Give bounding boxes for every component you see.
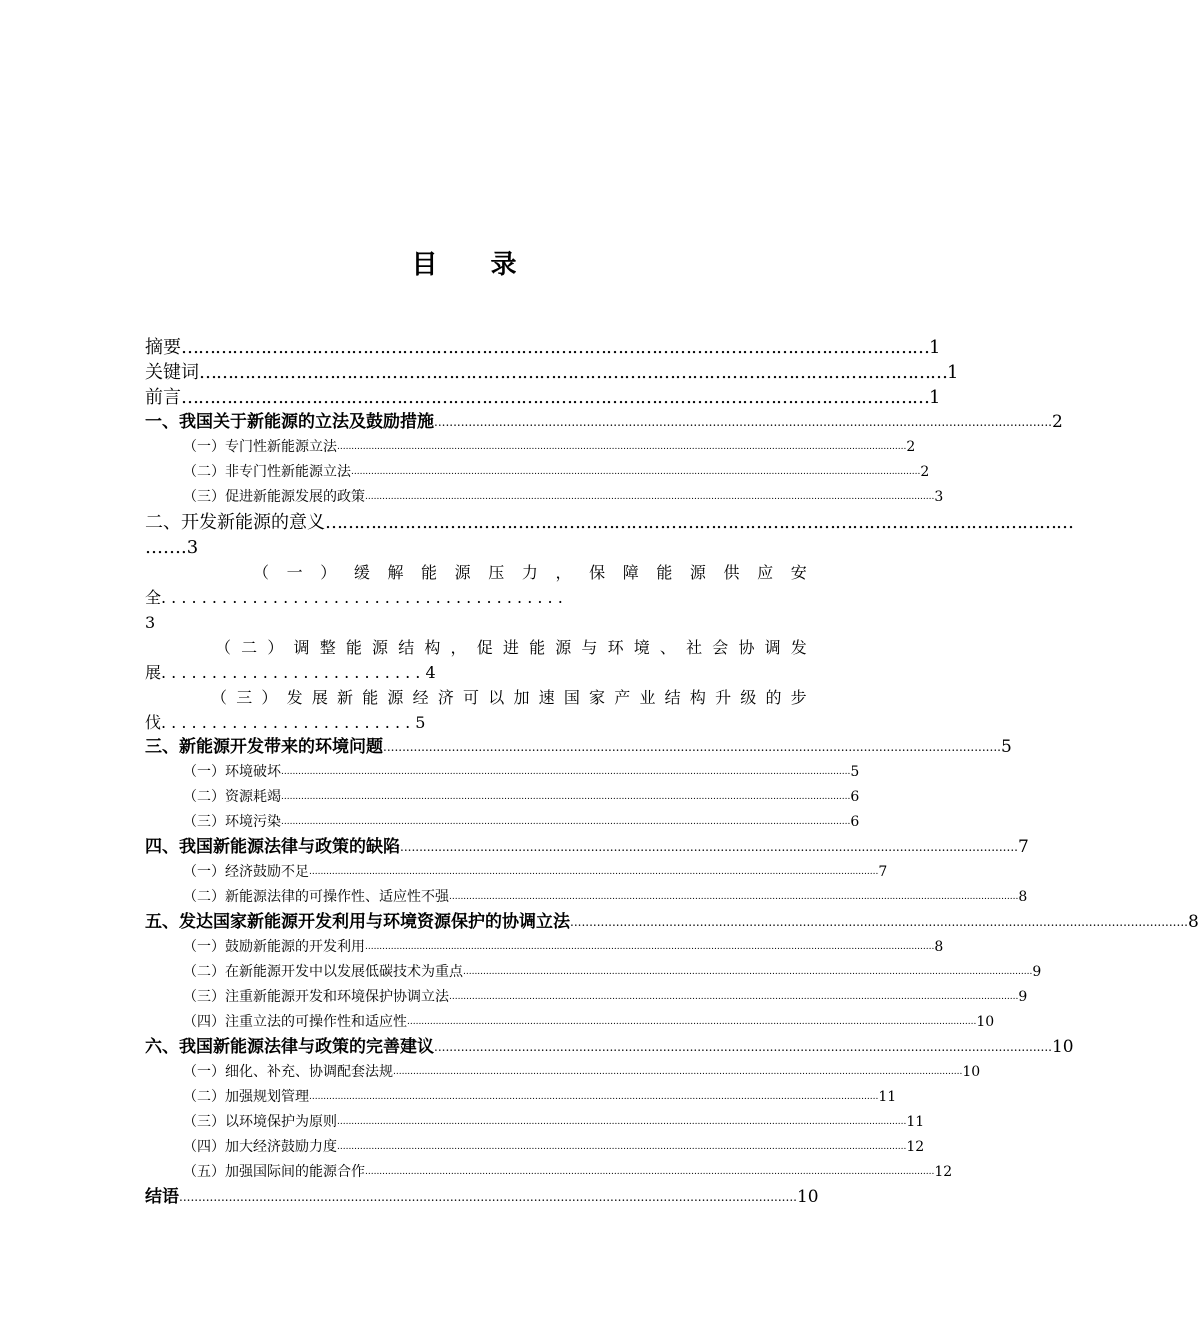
dot-leader: ....................................................................................................................................................................................................... — [351, 467, 921, 477]
toc-subentry-page: 2 — [920, 464, 930, 480]
toc-subentry[interactable] — [145, 1110, 925, 1135]
toc-subentry[interactable] — [145, 935, 944, 960]
toc-subentry-label: （一）经济鼓励不足 — [183, 864, 309, 880]
dot-leader: ....................................................................................................................................................................................................... — [365, 942, 935, 952]
toc-subentry-page: 3 — [934, 489, 944, 505]
toc-subentry[interactable] — [145, 760, 860, 785]
toc-section-6[interactable] — [145, 1035, 1074, 1060]
toc-subentry-label: （二）资源耗竭 — [183, 789, 281, 805]
dot-leader: ....................................................................................................................................................................................................... — [463, 967, 1033, 977]
toc-entry-wrapped-3[interactable] — [145, 685, 807, 735]
dot-leader: ....................................................................................................................................................................................................... — [337, 1117, 907, 1127]
dot-leader: ....................................................................................................................................................................................................... — [337, 1142, 907, 1152]
dot-leader: ....................................................................................................................................................................................................... — [407, 1017, 977, 1027]
toc-entry-label: 前言 — [145, 387, 181, 408]
toc-subentry[interactable] — [145, 1060, 981, 1085]
toc-section-1[interactable] — [145, 410, 1063, 435]
toc-subentry-page: 11 — [878, 1089, 897, 1105]
dot-leader: ....................................................................................................................................................................................................... — [337, 442, 907, 452]
toc-section-page: 10 — [1051, 1037, 1074, 1057]
toc-subentry-label: （一）鼓励新能源的开发利用 — [183, 939, 365, 955]
dot-leader: .................................................................................................................................................................. — [434, 415, 1052, 429]
dot-leader: ....................................................................................................................................................................................................... — [393, 1067, 963, 1077]
dot-leader: …………………………………………………………………………………………………………………… — [199, 362, 947, 383]
toc-subentry-label: （三）注重新能源开发和环境保护协调立法 — [183, 989, 449, 1005]
toc-subentry-label: （二）新能源法律的可操作性、适应性不强 — [183, 889, 449, 905]
toc-subentry[interactable] — [145, 885, 1028, 910]
toc-section-3[interactable] — [145, 735, 1012, 760]
toc-section-page: 7 — [1017, 837, 1029, 857]
dot-leader: ....................................................................................................................................................................................................... — [309, 867, 879, 877]
toc-entry-wrapped-2[interactable] — [145, 635, 807, 685]
dot-leader: ....................................................................................................................................................................................................... — [365, 1167, 935, 1177]
dot-leader: …………………………………………………………………………………………………………………… — [325, 512, 1073, 533]
toc-conclusion[interactable] — [145, 1185, 819, 1210]
toc-section-5[interactable] — [145, 910, 1199, 935]
dot-leader: …………………………………………………………………………………………………………………… — [181, 337, 929, 358]
toc-subentry-page: 10 — [976, 1014, 995, 1030]
toc-subentry-page: 2 — [906, 439, 916, 455]
toc-section-label: 四、我国新能源法律与政策的缺陷 — [145, 837, 400, 857]
toc-subentry-page: 9 — [1032, 964, 1042, 980]
toc-subentry[interactable] — [145, 435, 916, 460]
table-of-contents — [145, 335, 1199, 1210]
toc-subentry-page: 12 — [906, 1139, 925, 1155]
toc-entry-keywords[interactable] — [145, 360, 959, 385]
toc-subentry-page: 12 — [934, 1164, 953, 1180]
toc-subentry[interactable] — [145, 1160, 953, 1185]
toc-entry-label: 摘要 — [145, 337, 181, 358]
toc-subentry-page: 7 — [878, 864, 888, 880]
toc-subentry[interactable] — [145, 860, 888, 885]
dot-leader: ....................................................................................................................................................................................................... — [281, 792, 851, 802]
toc-entry-preface[interactable] — [145, 385, 941, 410]
toc-subentry-page: 9 — [1018, 989, 1028, 1005]
toc-subentry-label: （五）加强国际间的能源合作 — [183, 1164, 365, 1180]
toc-subentry[interactable] — [145, 810, 860, 835]
toc-subentry-page: 6 — [850, 814, 860, 830]
wrapped-line-2: 全. . . . . . . . . . . . . . . . . . . . . . . . . . . . . . . . . . . . . . . . — [145, 588, 563, 607]
toc-subentry[interactable] — [145, 785, 860, 810]
dot-leader: …………………………………………………………………………………………………………………… — [181, 387, 929, 408]
toc-section-page: 5 — [1000, 737, 1012, 757]
toc-subentry-label: （四）注重立法的可操作性和适应性 — [183, 1014, 407, 1030]
toc-subentry-page: 6 — [850, 789, 860, 805]
toc-entry-page: 1 — [947, 362, 959, 383]
toc-subentry-label: （一）细化、补充、协调配套法规 — [183, 1064, 393, 1080]
dot-leader: .................................................................................................................................................................. — [400, 840, 1018, 854]
dot-leader: ....................................................................................................................................................................................................... — [449, 992, 1019, 1002]
toc-subentry-label: （四）加大经济鼓励力度 — [183, 1139, 337, 1155]
toc-subentry-label: （一）专门性新能源立法 — [183, 439, 337, 455]
toc-title: 目 录 — [411, 250, 539, 280]
toc-subentry-label: （一）环境破坏 — [183, 764, 281, 780]
toc-subentry[interactable] — [145, 485, 944, 510]
toc-section-page: 8 — [1187, 912, 1199, 932]
wrapped-line-1: （ 二 ） 调 整 能 源 结 构 ， 促 进 能 源 与 环 境 、 社 会 协 调 发 — [215, 638, 807, 657]
toc-section-label: 一、我国关于新能源的立法及鼓励措施 — [145, 412, 434, 432]
toc-subentry-label: （二）非专门性新能源立法 — [183, 464, 351, 480]
toc-subentry-label: （二）在新能源开发中以发展低碳技术为重点 — [183, 964, 463, 980]
toc-section-page: 2 — [1051, 412, 1063, 432]
toc-section-2[interactable] — [145, 510, 1073, 535]
toc-subentry-page: 5 — [850, 764, 860, 780]
toc-section-page: 10 — [796, 1187, 819, 1207]
dot-leader: ....................................................................................................................................................................................................... — [281, 767, 851, 777]
toc-section-label: 五、发达国家新能源开发利用与环境资源保护的协调立法 — [145, 912, 570, 932]
toc-entry-abstract[interactable] — [145, 335, 941, 360]
toc-section-label: 结语 — [145, 1187, 179, 1207]
toc-subentry[interactable] — [145, 985, 1028, 1010]
toc-subentry-page: 8 — [934, 939, 944, 955]
wrapped-line-1: （ 一 ） 缓 解 能 源 压 力 ， 保 障 能 源 供 应 安 — [253, 563, 807, 582]
toc-section-2-page: …….3 — [145, 537, 199, 558]
toc-section-label: 三、新能源开发带来的环境问题 — [145, 737, 383, 757]
toc-entry-wrapped-1[interactable] — [145, 560, 807, 635]
wrapped-line-2: 伐. . . . . . . . . . . . . . . . . . . . . . . . . 5 — [145, 713, 426, 732]
toc-section-label: 二、开发新能源的意义 — [145, 512, 325, 533]
wrapped-line-2: 展. . . . . . . . . . . . . . . . . . . . . . . . . . 4 — [145, 663, 436, 682]
toc-subentry[interactable] — [145, 1010, 995, 1035]
toc-entry-label: 关键词 — [145, 362, 199, 383]
dot-leader: .................................................................................................................................................................. — [179, 1190, 797, 1204]
toc-subentry[interactable] — [145, 1135, 925, 1160]
toc-subentry-label: （三）以环境保护为原则 — [183, 1114, 337, 1130]
toc-subentry-page: 10 — [962, 1064, 981, 1080]
toc-subentry[interactable] — [145, 1085, 897, 1110]
toc-entry-page: 1 — [929, 387, 941, 408]
toc-subentry-page: 8 — [1018, 889, 1028, 905]
toc-subentry-label: （三）环境污染 — [183, 814, 281, 830]
dot-leader: ....................................................................................................................................................................................................... — [309, 1092, 879, 1102]
toc-subentry[interactable] — [145, 460, 930, 485]
dot-leader: .................................................................................................................................................................. — [434, 1040, 1052, 1054]
toc-section-label: 六、我国新能源法律与政策的完善建议 — [145, 1037, 434, 1057]
dot-leader: .................................................................................................................................................................. — [570, 915, 1188, 929]
dot-leader: ....................................................................................................................................................................................................... — [449, 892, 1019, 902]
wrapped-line-3: 3 — [145, 613, 156, 632]
toc-section-4[interactable] — [145, 835, 1029, 860]
dot-leader: ....................................................................................................................................................................................................... — [281, 817, 851, 827]
dot-leader: ....................................................................................................................................................................................................... — [365, 492, 935, 502]
dot-leader: .................................................................................................................................................................. — [383, 740, 1001, 754]
toc-entry-page: 1 — [929, 337, 941, 358]
toc-subentry[interactable] — [145, 960, 1042, 985]
toc-subentry-page: 11 — [906, 1114, 925, 1130]
toc-subentry-label: （二）加强规划管理 — [183, 1089, 309, 1105]
toc-subentry-label: （三）促进新能源发展的政策 — [183, 489, 365, 505]
wrapped-line-1: （ 三 ） 发 展 新 能 源 经 济 可 以 加 速 国 家 产 业 结 构 升 级 的 步 — [211, 688, 807, 707]
